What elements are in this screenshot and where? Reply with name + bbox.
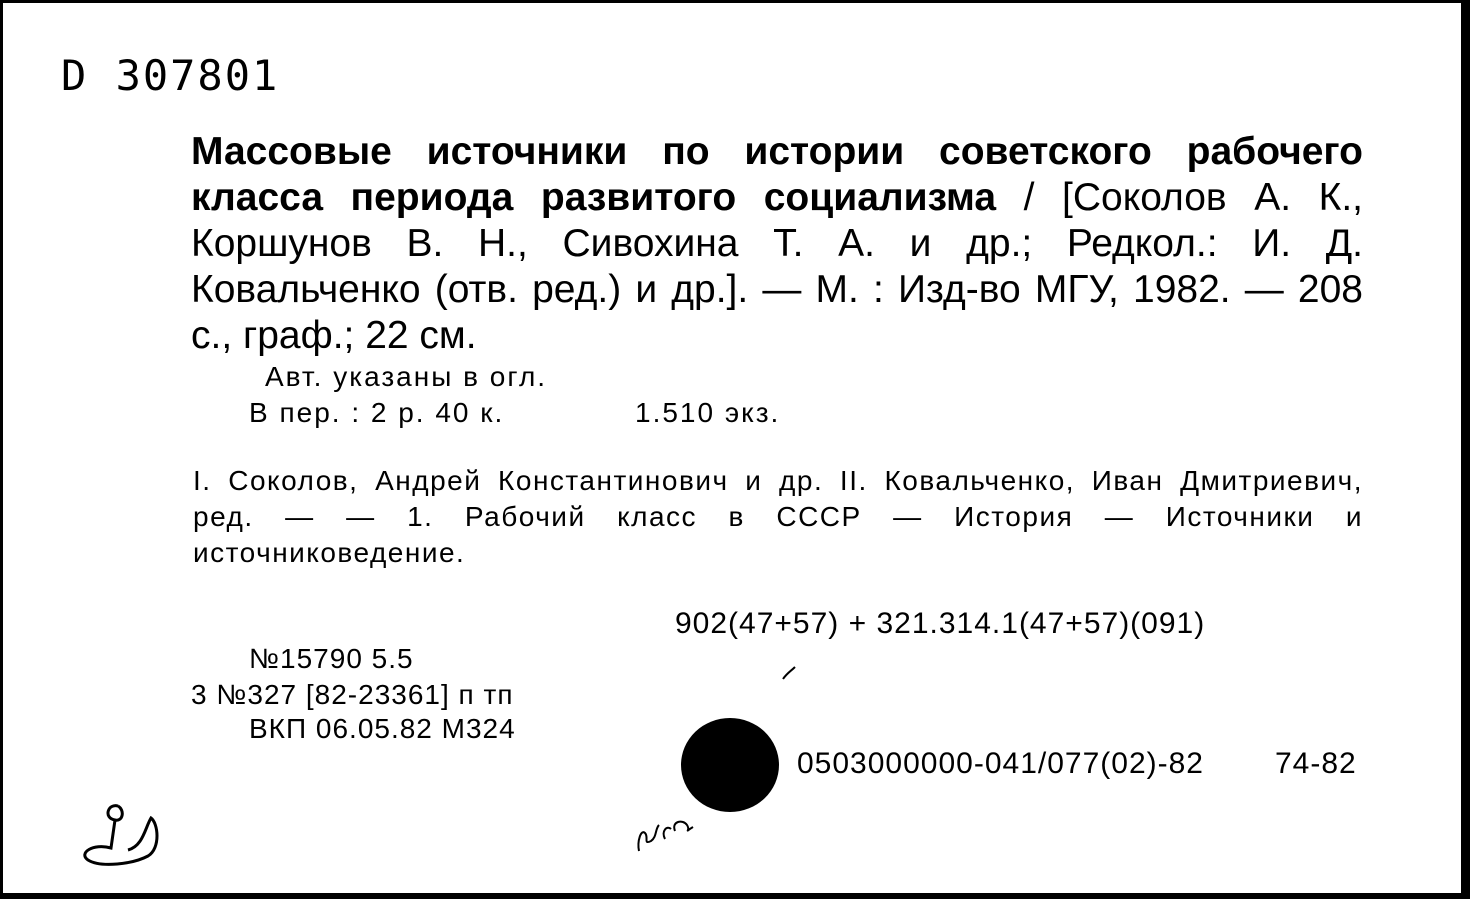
bibliographic-entry: [191, 129, 1363, 359]
classification-index: 902(47+57) + 321.314.1(47+57)(091): [675, 607, 1206, 640]
order-number: №15790 5.5: [249, 643, 414, 674]
note-price: В пер. : 2 р. 40 к.: [249, 397, 505, 428]
code-year: 74-82: [1275, 747, 1357, 780]
pen-mark-icon: [779, 663, 799, 683]
handwritten-mark-icon: [73, 798, 173, 873]
handwritten-initials-icon: [631, 811, 711, 861]
note-copies: 1.510 экз.: [635, 397, 781, 428]
print-order: 3 №327 [82-23361] п тп: [191, 679, 514, 710]
vkp-record: ВКП 06.05.82 М324: [249, 713, 516, 744]
book-title: Массовые источники по истории советского рабочего класса периода развитого социализма: [191, 130, 1363, 219]
bibliographic-details: / [Соколов А. К., Коршунов В. Н., Сивохина Т. А. и др.; Редкол.: И. Д. Ковальченко (отв. ред.) и др.]. — М. : Изд-во МГУ, 1982. — 208 с., граф.; 22 см.: [191, 176, 1363, 357]
code-number: 0503000000-041/077(02)-82: [797, 747, 1204, 780]
tracings: I. Соколов, Андрей Константинович и др. II. Ковальченко, Иван Дмитриевич, ред. — — 1. Рабочий класс в СССР — История — Источники и источниковедение.: [193, 465, 1363, 568]
hole-punch-mark: [681, 718, 779, 812]
card-id: D 307801: [61, 51, 280, 100]
catalog-card: [3, 3, 1461, 893]
note-authors: Авт. указаны в огл.: [265, 361, 548, 392]
